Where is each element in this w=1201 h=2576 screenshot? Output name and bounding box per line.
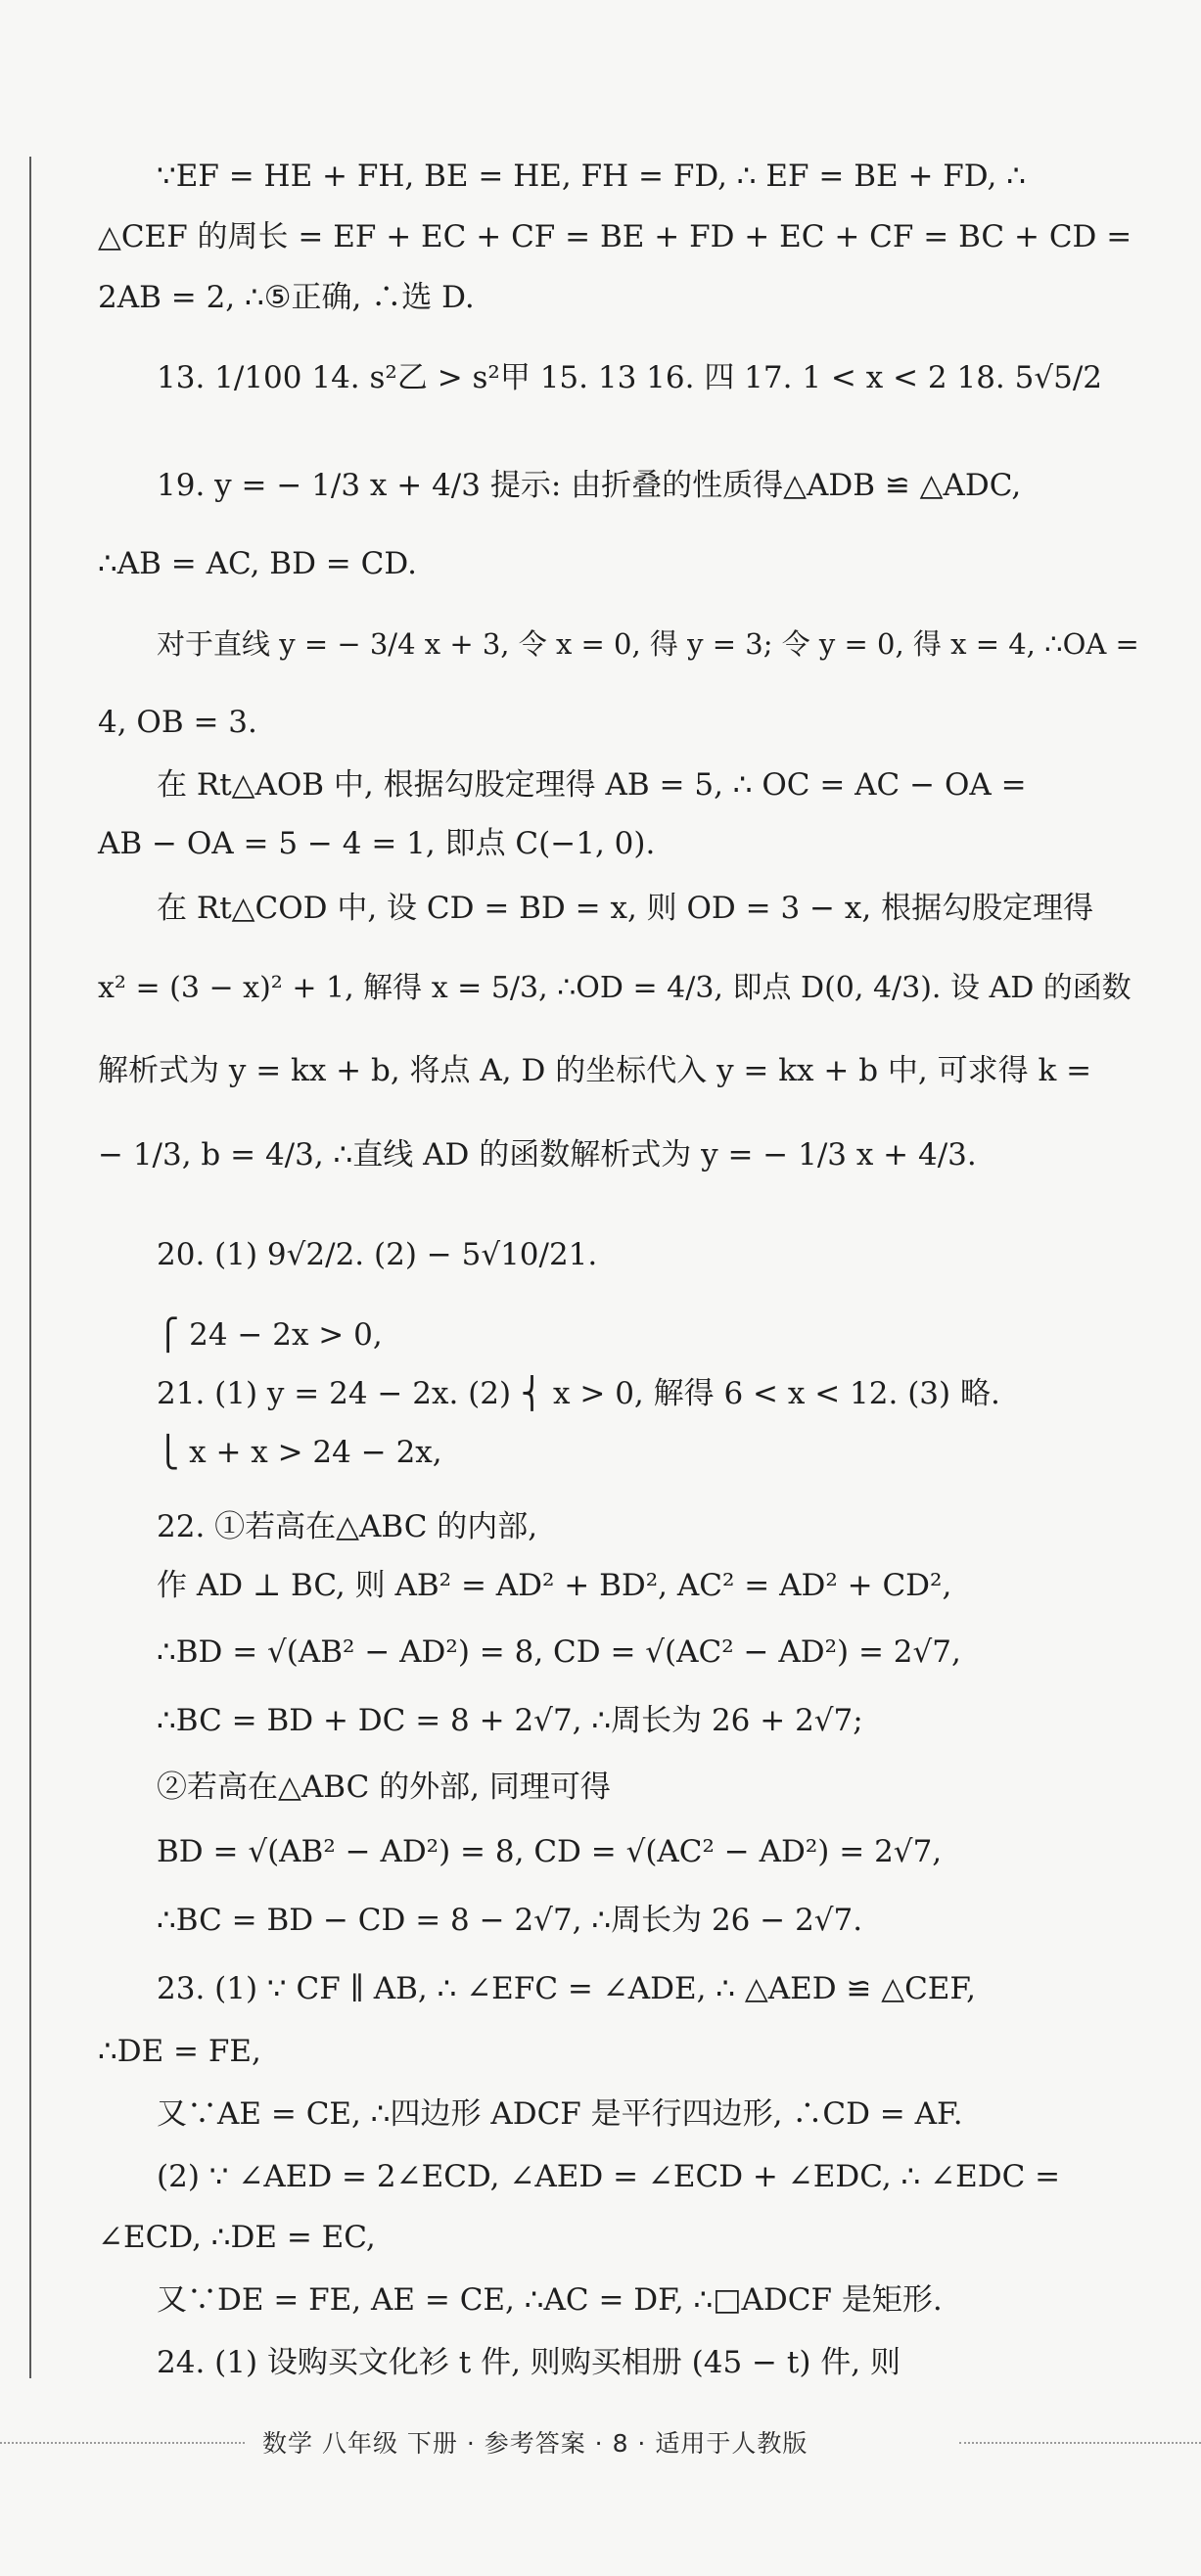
footer-rule-right <box>959 2442 1201 2444</box>
text-line: △CEF 的周长 = EF + EC + CF = BE + FD + EC + CF = BC + CD = <box>98 219 1132 254</box>
text-line: 又∵AE = CE, ∴四边形 ADCF 是平行四边形, ∴CD = AF. <box>157 2096 963 2132</box>
text-line: 23. (1) ∵ CF ∥ AB, ∴ ∠EFC = ∠ADE, ∴ △AED ≌ △CEF, <box>157 1971 976 2006</box>
text-line: 对于直线 y = − 3/4 x + 3, 令 x = 0, 得 y = 3; 令 y = 0, 得 x = 4, ∴OA = <box>157 627 1139 661</box>
text-line: 24. (1) 设购买文化衫 t 件, 则购买相册 (45 − t) 件, 则 <box>157 2345 901 2380</box>
text-line: 20. (1) 9√2/2. (2) − 5√10/21. <box>157 1237 598 1272</box>
text-line: ⎩ x + x > 24 − 2x, <box>157 1435 442 1470</box>
text-line: ∠ECD, ∴DE = EC, <box>98 2220 376 2255</box>
text-line: AB − OA = 5 − 4 = 1, 即点 C(−1, 0). <box>98 826 656 861</box>
footer-rule-left <box>0 2442 245 2444</box>
text-line: ∴BD = √(AB² − AD²) = 8, CD = √(AC² − AD²) = 2√7, <box>157 1634 961 1670</box>
text-line: ∴BC = BD − CD = 8 − 2√7, ∴周长为 26 − 2√7. <box>157 1903 863 1938</box>
text-line: − 1/3, b = 4/3, ∴直线 AD 的函数解析式为 y = − 1/3 x + 4/3. <box>98 1137 977 1173</box>
text-line: 19. y = − 1/3 x + 4/3 提示: 由折叠的性质得△ADB ≌ △ADC, <box>157 468 1022 503</box>
text-line: ②若高在△ABC 的外部, 同理可得 <box>157 1770 611 1805</box>
text-line: 21. (1) y = 24 − 2x. (2) ⎨ x > 0, 解得 6 < x < 12. (3) 略. <box>157 1376 1000 1411</box>
text-line: 4, OB = 3. <box>98 705 257 740</box>
text-line: x² = (3 − x)² + 1, 解得 x = 5/3, ∴OD = 4/3, 即点 D(0, 4/3). 设 AD 的函数 <box>98 971 1132 1005</box>
text-line: BD = √(AB² − AD²) = 8, CD = √(AC² − AD²) = 2√7, <box>157 1834 943 1869</box>
text-line: 在 Rt△COD 中, 设 CD = BD = x, 则 OD = 3 − x, 根据勾股定理得 <box>157 891 1094 926</box>
text-line: ∴BC = BD + DC = 8 + 2√7, ∴周长为 26 + 2√7; <box>157 1703 863 1738</box>
text-line: ∵EF = HE + FH, BE = HE, FH = FD, ∴ EF = BE + FD, ∴ <box>157 159 1026 194</box>
text-line: 13. 1/100 14. s²乙 > s²甲 15. 13 16. 四 17. 1 < x < 2 18. 5√5/2 <box>157 360 1102 395</box>
text-line: 2AB = 2, ∴⑤正确, ∴选 D. <box>98 280 475 315</box>
text-line: ⎧ 24 − 2x > 0, <box>157 1317 383 1353</box>
text-line: 22. ①若高在△ABC 的内部, <box>157 1509 538 1544</box>
text-line: ∴DE = FE, <box>98 2034 261 2069</box>
footer-text: 数学 八年级 下册 · 参考答案 · 8 · 适用于人教版 <box>262 2429 808 2458</box>
text-line: 在 Rt△AOB 中, 根据勾股定理得 AB = 5, ∴ OC = AC − OA = <box>157 767 1027 803</box>
text-line: (2) ∵ ∠AED = 2∠ECD, ∠AED = ∠ECD + ∠EDC, ∴ ∠EDC = <box>157 2159 1061 2194</box>
text-line: 又∵DE = FE, AE = CE, ∴AC = DF, ∴□ADCF 是矩形. <box>157 2282 943 2318</box>
text-line: ∴AB = AC, BD = CD. <box>98 546 417 581</box>
text-line: 解析式为 y = kx + b, 将点 A, D 的坐标代入 y = kx + b 中, 可求得 k = <box>98 1053 1092 1088</box>
text-line: 作 AD ⊥ BC, 则 AB² = AD² + BD², AC² = AD² + CD², <box>157 1568 952 1603</box>
left-margin-rule <box>29 157 31 2378</box>
page-footer <box>0 2422 1201 2461</box>
